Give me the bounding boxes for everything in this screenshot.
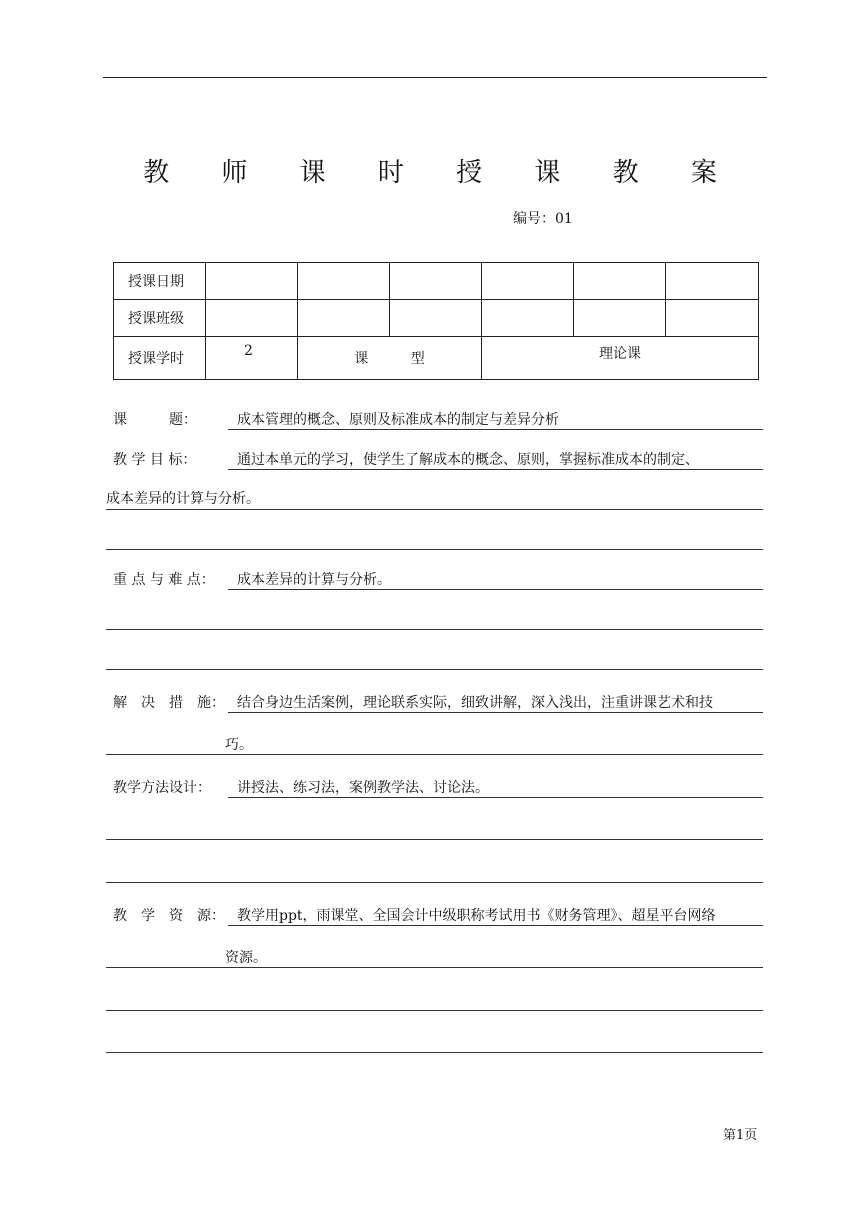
method-underline-3 xyxy=(106,882,763,883)
method-underline-2 xyxy=(106,839,763,840)
topic-label: 课 题： xyxy=(113,412,197,428)
measure-underline-1 xyxy=(228,712,763,713)
table-row-hours xyxy=(114,337,759,380)
goal-label: 教 学 目 标： xyxy=(113,452,197,468)
resource-text-line1: 教学用ppt，雨课堂、全国会计中级职称考试用书《财务管理》、超星平台网络 xyxy=(237,908,716,924)
page-number: 第1页 xyxy=(723,1128,758,1143)
table-row-date xyxy=(114,263,759,300)
course-type-label: 课 型 xyxy=(298,337,482,380)
goal-underline-3 xyxy=(106,549,763,550)
header-rule xyxy=(103,77,767,78)
class-cell xyxy=(666,300,759,337)
hours-value: 2 xyxy=(206,337,298,380)
goal-underline-2 xyxy=(106,509,763,510)
goal-text-line1: 通过本单元的学习，使学生了解成本的概念、原则，掌握标准成本的制定、 xyxy=(237,452,699,468)
class-cell xyxy=(390,300,482,337)
date-cell xyxy=(206,263,298,300)
resource-label: 教 学 资 源： xyxy=(113,908,225,924)
class-cell xyxy=(574,300,666,337)
date-cell xyxy=(666,263,759,300)
key-underline-3 xyxy=(106,669,763,670)
date-cell xyxy=(390,263,482,300)
resource-underline-3 xyxy=(106,1010,763,1011)
class-cell xyxy=(482,300,574,337)
document-title: 教 师 课 时 授 课 教 案 xyxy=(143,158,739,188)
measure-label: 解 决 措 施： xyxy=(113,695,225,711)
table-row-class xyxy=(114,300,759,337)
date-label: 授课日期 xyxy=(114,263,206,300)
goal-underline-1 xyxy=(228,469,763,470)
class-label: 授课班级 xyxy=(114,300,206,337)
key-text: 成本差异的计算与分析。 xyxy=(237,572,391,588)
class-cell xyxy=(206,300,298,337)
hours-label: 授课学时 xyxy=(114,337,206,380)
topic-text: 成本管理的概念、原则及标准成本的制定与差异分析 xyxy=(237,412,559,428)
resource-underline-4 xyxy=(106,1052,763,1053)
document-code: 编号：01 xyxy=(513,211,573,227)
date-cell xyxy=(574,263,666,300)
key-label: 重 点 与 难 点： xyxy=(113,572,215,588)
method-text: 讲授法、练习法，案例教学法、讨论法。 xyxy=(237,780,489,796)
class-cell xyxy=(298,300,390,337)
topic-underline xyxy=(228,429,763,430)
method-underline-1 xyxy=(228,797,763,798)
key-underline-2 xyxy=(106,629,763,630)
course-type-value: 理论课 xyxy=(482,337,759,380)
measure-underline-2 xyxy=(106,754,763,755)
date-cell xyxy=(482,263,574,300)
resource-underline-2 xyxy=(106,967,763,968)
course-info-table xyxy=(113,262,759,380)
key-underline-1 xyxy=(228,589,763,590)
goal-text-line2: 成本差异的计算与分析。 xyxy=(106,491,260,507)
measure-text-line1: 结合身边生活案例，理论联系实际，细致讲解，深入浅出，注重讲课艺术和技 xyxy=(237,695,713,711)
resource-underline-1 xyxy=(228,925,763,926)
date-cell xyxy=(298,263,390,300)
resource-text-line2: 资源。 xyxy=(225,950,267,966)
method-label: 教学方法设计： xyxy=(113,780,211,796)
measure-text-line2: 巧。 xyxy=(225,737,253,753)
